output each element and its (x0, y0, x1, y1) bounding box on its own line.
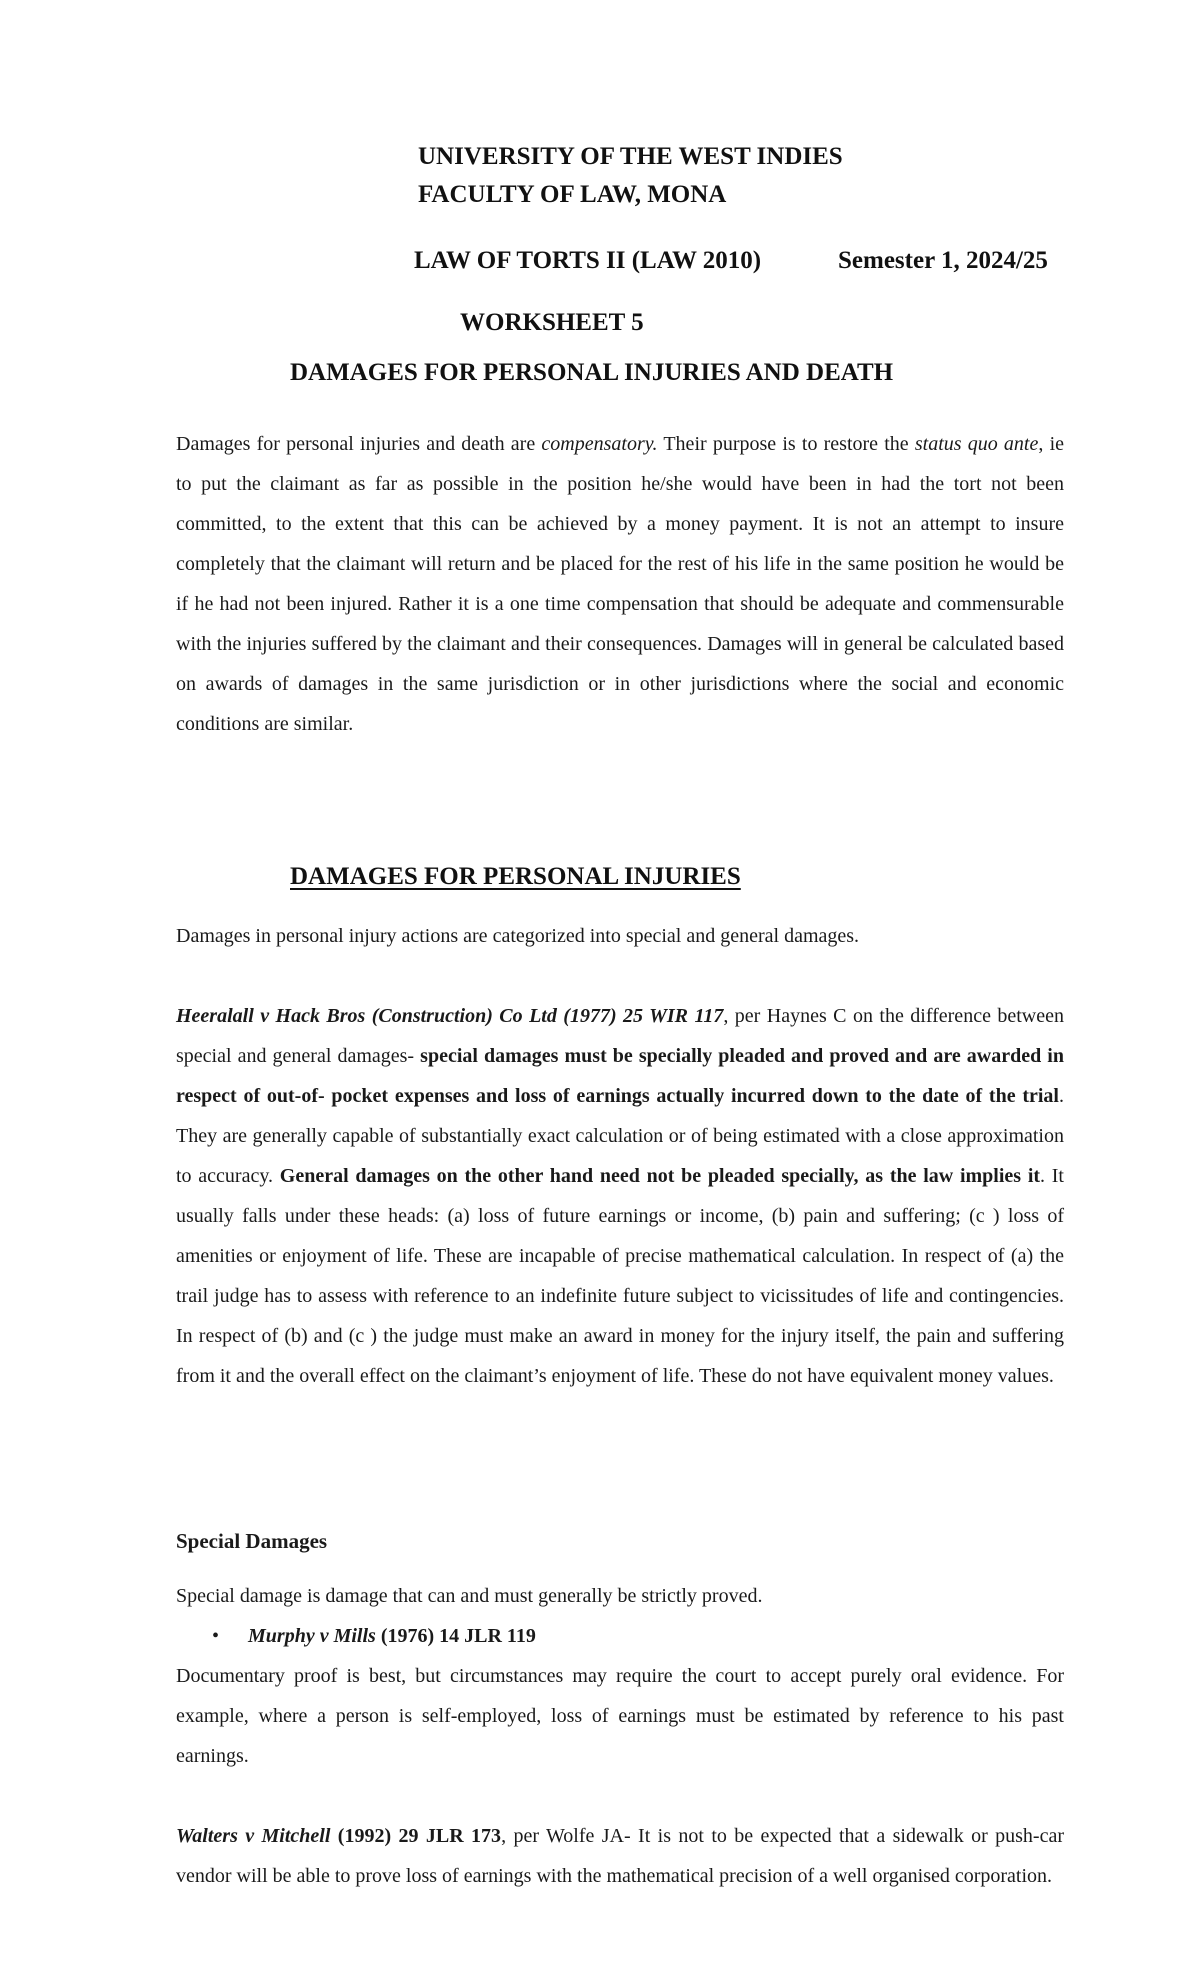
personal-injuries-lead-text: Damages in personal injury actions are categorized into special and general damages. (176, 925, 860, 947)
walters-paragraph (176, 1816, 1064, 1896)
section-heading-personal-injuries: DAMAGES FOR PERSONAL INJURIES (290, 863, 741, 890)
worksheet-label: WORKSHEET 5 (460, 309, 644, 336)
walters-text: , per Wolfe JA- It is not to be expected that a sidewalk or push-car vendor will be able to prove loss of earnings with the mathematical precision of a well organised corporation. (176, 1825, 1064, 1887)
intro-paragraph (176, 424, 1064, 744)
general-damages-definition: General damages on the other hand need not be pleaded specially, as the law implies it (279, 1165, 1041, 1187)
heeralall-text-2: . They are generally capable of substantially exact calculation or of being estimated with a close approximation to accuracy. (176, 1085, 1064, 1187)
special-damages-definition: special damages must be specially pleaded and proved and are awarded in respect of out-of- pocket expenses and loss of earnings actually incurred down to the date of the trial (176, 1045, 1064, 1107)
intro-text-2: Their purpose is to restore the (657, 433, 915, 455)
subheading-special-damages: Special Damages (176, 1529, 328, 1553)
walters-case-name: Walters v Mitchell (176, 1825, 331, 1847)
heeralall-paragraph (176, 996, 1064, 1396)
intro-text-3: , ie to put the claimant as far as possible in the position he/she would have been in had the tort not been committed, to the extent that this can be achieved by a money payment. It is not an attempt to insure completely that the claimant will return and be placed for the rest of his life in the same position he would be if he had not been injured. Rather it is a one time compensation that should be adequate and commensurable with the injuries suffered by the claimant and their consequences. Damages will in general be calculated based on awards of damages in the same jurisdiction or in other jurisdictions where the social and economic conditions are similar. (176, 433, 1064, 735)
intro-emphasis-compensatory: compensatory. (541, 433, 658, 455)
walters-case-citation: (1992) 29 JLR 173 (330, 1825, 502, 1847)
bullet-icon: • (212, 1625, 220, 1647)
heeralall-case-citation: Heeralall v Hack Bros (Construction) Co Ltd (1977) 25 WIR 117 (176, 1005, 724, 1027)
documentary-proof-paragraph (176, 1656, 1064, 1776)
special-damages-lead-text: Special damage is damage that can and must generally be strictly proved. (176, 1585, 763, 1607)
special-damages-lead (176, 1576, 1064, 1616)
personal-injuries-lead (176, 916, 1064, 956)
heeralall-text-1: , per Haynes C on the difference between special and general damages- (176, 1005, 1065, 1067)
murphy-case-citation: (1976) 14 JLR 119 (375, 1625, 536, 1647)
intro-emphasis-status-quo: status quo ante (914, 433, 1039, 455)
murphy-case-name: Murphy v Mills (248, 1625, 376, 1647)
faculty-name: FACULTY OF LAW, MONA (418, 181, 727, 208)
course-title: LAW OF TORTS II (LAW 2010) (414, 247, 762, 274)
document-title: DAMAGES FOR PERSONAL INJURIES AND DEATH (290, 359, 894, 386)
documentary-proof-text: Documentary proof is best, but circumstances may require the court to accept purely oral evidence. For example, where a person is self-employed, loss of earnings must be estimated by reference to his past earnings. (176, 1665, 1064, 1767)
university-name: UNIVERSITY OF THE WEST INDIES (418, 143, 843, 170)
bullet-murphy-v-mills (212, 1616, 536, 1656)
intro-text-1: Damages for personal injuries and death are (176, 433, 542, 455)
heeralall-text-3: . It usually falls under these heads: (a) loss of future earnings or income, (b) pain and suffering; (c ) loss of amenities or enjoyment of life. These are incapable of precise mathematical calculation. In respect of (a) the trail judge has to assess with reference to an indefinite future subject to vicissitudes of life and contingencies. In respect of (b) and (c ) the judge must make an award in money for the injury itself, the pain and suffering from it and the overall effect on the claimant’s enjoyment of life. These do not have equivalent money values. (176, 1165, 1064, 1387)
semester-label: Semester 1, 2024/25 (838, 247, 1048, 274)
